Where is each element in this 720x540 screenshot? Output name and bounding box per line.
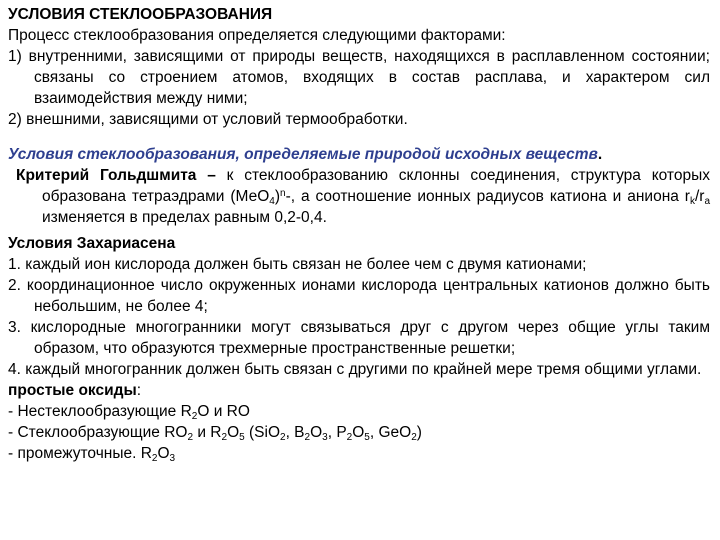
zachariasen-item: 1. каждый ион кислорода должен быть связан не более чем с двумя катионами; — [8, 256, 587, 273]
factor-internal: 1) внутренними, зависящими от природы веществ, находящихся в расплавленном состоянии; связаны со строением атомов, входящих в состав расплава, и характером сил взаимодействия между ними; — [8, 48, 710, 107]
oxide-text: и R — [193, 424, 222, 441]
goldschmidt-text-2: -, а соотношение ионных радиусов катиона и аниона r — [285, 188, 690, 205]
zachariasen-item: 2. координационное число окруженных ионами кислорода центральных катионов должно быть небольшим, не более 4; — [8, 277, 710, 315]
oxide-text: O — [310, 424, 323, 441]
oxide-text: ) — [416, 424, 422, 441]
slide-title: УСЛОВИЯ СТЕКЛООБРАЗОВАНИЯ — [8, 6, 273, 23]
oxide-text: , B — [285, 424, 305, 441]
oxide-sub: 2 — [304, 432, 311, 443]
oxides-title-text: простые оксиды — [8, 382, 137, 399]
section-title-nature-text: Условия стеклообразования, определяемые природой исходных веществ — [8, 146, 598, 163]
oxide-sub: 3 — [322, 432, 328, 443]
oxide-text: O и RO — [197, 403, 250, 420]
oxide-sub: 2 — [191, 411, 198, 422]
zachariasen-item: 3. кислородные многогранники могут связываться друг с другом через общие углы таким образом, что образуются трехмерные пространственные решетки; — [8, 319, 710, 357]
oxide-sub: 2 — [187, 432, 194, 443]
goldschmidt-slash-r: /r — [694, 188, 705, 205]
oxide-text: O — [157, 445, 170, 462]
oxide-text: , GeO — [369, 424, 412, 441]
oxide-sub: 2 — [280, 432, 286, 443]
factor-external: 2) внешними, зависящими от условий термообработки. — [8, 111, 408, 128]
oxides-glass-forming — [8, 422, 710, 443]
oxide-sub: 2 — [151, 453, 158, 464]
goldschmidt-sub-a: a — [704, 196, 711, 207]
goldschmidt-o: О — [257, 188, 270, 205]
oxides-colon: : — [136, 382, 142, 399]
oxide-sub: 2 — [346, 432, 353, 443]
oxides-intermediate — [8, 443, 710, 464]
oxide-text: O — [352, 424, 365, 441]
goldschmidt-sub-4: 4 — [269, 196, 275, 207]
goldschmidt-criterion — [16, 165, 710, 228]
oxide-text: , P — [327, 424, 347, 441]
oxide-sub: 3 — [169, 453, 176, 464]
oxides-title — [8, 380, 710, 401]
oxide-text: - Нестеклообразующие R — [8, 403, 192, 420]
oxides-non-glass-forming — [8, 401, 710, 422]
oxide-sub: 5 — [364, 432, 370, 443]
oxide-text: - Стеклообразующие RO — [8, 424, 188, 441]
goldschmidt-text-3: изменяется в пределах равным 0,2-0,4. — [42, 209, 327, 226]
oxide-sub: 5 — [239, 432, 245, 443]
oxide-text: O — [227, 424, 240, 441]
oxide-text: (SiO — [244, 424, 280, 441]
intro-text: Процесс стеклообразования определяется следующими факторами: — [8, 27, 506, 44]
oxide-text: - промежуточные. R — [8, 445, 152, 462]
section-title-nature — [8, 144, 710, 165]
zachariasen-title: Условия Захариасена — [8, 235, 176, 252]
goldschmidt-sub-k: k — [689, 196, 695, 207]
zachariasen-item: 4. каждый многогранник должен быть связан с другими по крайней мере тремя общими углами. — [8, 361, 702, 378]
oxide-sub: 2 — [411, 432, 417, 443]
goldschmidt-text-1: к стеклообразованию склонны соединения, структура которых образована тетраэдрами (Ме — [42, 167, 710, 205]
section-title-dot: . — [597, 146, 603, 163]
goldschmidt-sup-n: n — [280, 188, 286, 199]
goldschmidt-paren: ) — [274, 188, 281, 205]
goldschmidt-label: Критерий Гольдшмита – — [16, 167, 216, 184]
oxide-sub: 2 — [221, 432, 228, 443]
